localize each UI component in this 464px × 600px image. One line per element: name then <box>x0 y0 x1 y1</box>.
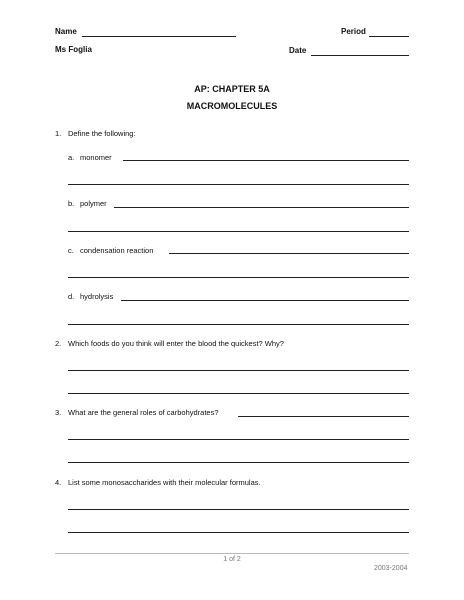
period-label: Period <box>341 27 366 36</box>
question-1d-text: hydrolysis <box>80 292 114 301</box>
question-2-number: 2. <box>55 339 62 348</box>
period-field-line[interactable] <box>369 36 409 37</box>
name-label: Name <box>55 27 77 36</box>
page-subtitle: MACROMOLECULES <box>186 101 278 111</box>
footer-divider <box>55 553 409 554</box>
question-1a-text: monomer <box>80 153 112 162</box>
answer-line[interactable] <box>68 439 409 440</box>
question-1d-letter: d. <box>68 292 75 301</box>
answer-line[interactable] <box>121 300 409 301</box>
question-1-text: Define the following: <box>68 129 136 138</box>
answer-line[interactable] <box>123 160 409 161</box>
answer-line[interactable] <box>68 393 409 394</box>
question-1c-letter: c. <box>68 246 74 255</box>
school-year: 2003-2004 <box>374 565 408 572</box>
question-3-number: 3. <box>55 408 62 417</box>
answer-line[interactable] <box>68 462 409 463</box>
question-1a-letter: a. <box>68 153 75 162</box>
answer-line[interactable] <box>68 370 409 371</box>
answer-line[interactable] <box>68 277 409 278</box>
date-label: Date <box>289 46 307 55</box>
date-field-line[interactable] <box>311 55 409 56</box>
answer-line[interactable] <box>68 324 409 325</box>
question-3-text: What are the general roles of carbohydrates? <box>68 408 219 417</box>
answer-line[interactable] <box>68 184 409 185</box>
name-field-line[interactable] <box>82 36 236 37</box>
page-title: AP: CHAPTER 5A <box>194 84 270 94</box>
answer-line[interactable] <box>169 253 409 254</box>
answer-line[interactable] <box>68 231 409 232</box>
question-1c-text: condensation reaction <box>80 246 154 255</box>
answer-line[interactable] <box>238 416 409 417</box>
page-number: 1 of 2 <box>223 556 241 563</box>
question-1-number: 1. <box>55 129 62 138</box>
answer-line[interactable] <box>68 509 409 510</box>
question-4-text: List some monosaccharides with their molecular formulas. <box>68 478 261 487</box>
question-1b-letter: b. <box>68 199 75 208</box>
question-4-number: 4. <box>55 478 62 487</box>
answer-line[interactable] <box>114 207 409 208</box>
question-1b-text: polymer <box>80 199 107 208</box>
question-2-text: Which foods do you think will enter the blood the quickest? Why? <box>68 339 284 348</box>
teacher-name: Ms Foglia <box>55 45 92 54</box>
answer-line[interactable] <box>68 532 409 533</box>
